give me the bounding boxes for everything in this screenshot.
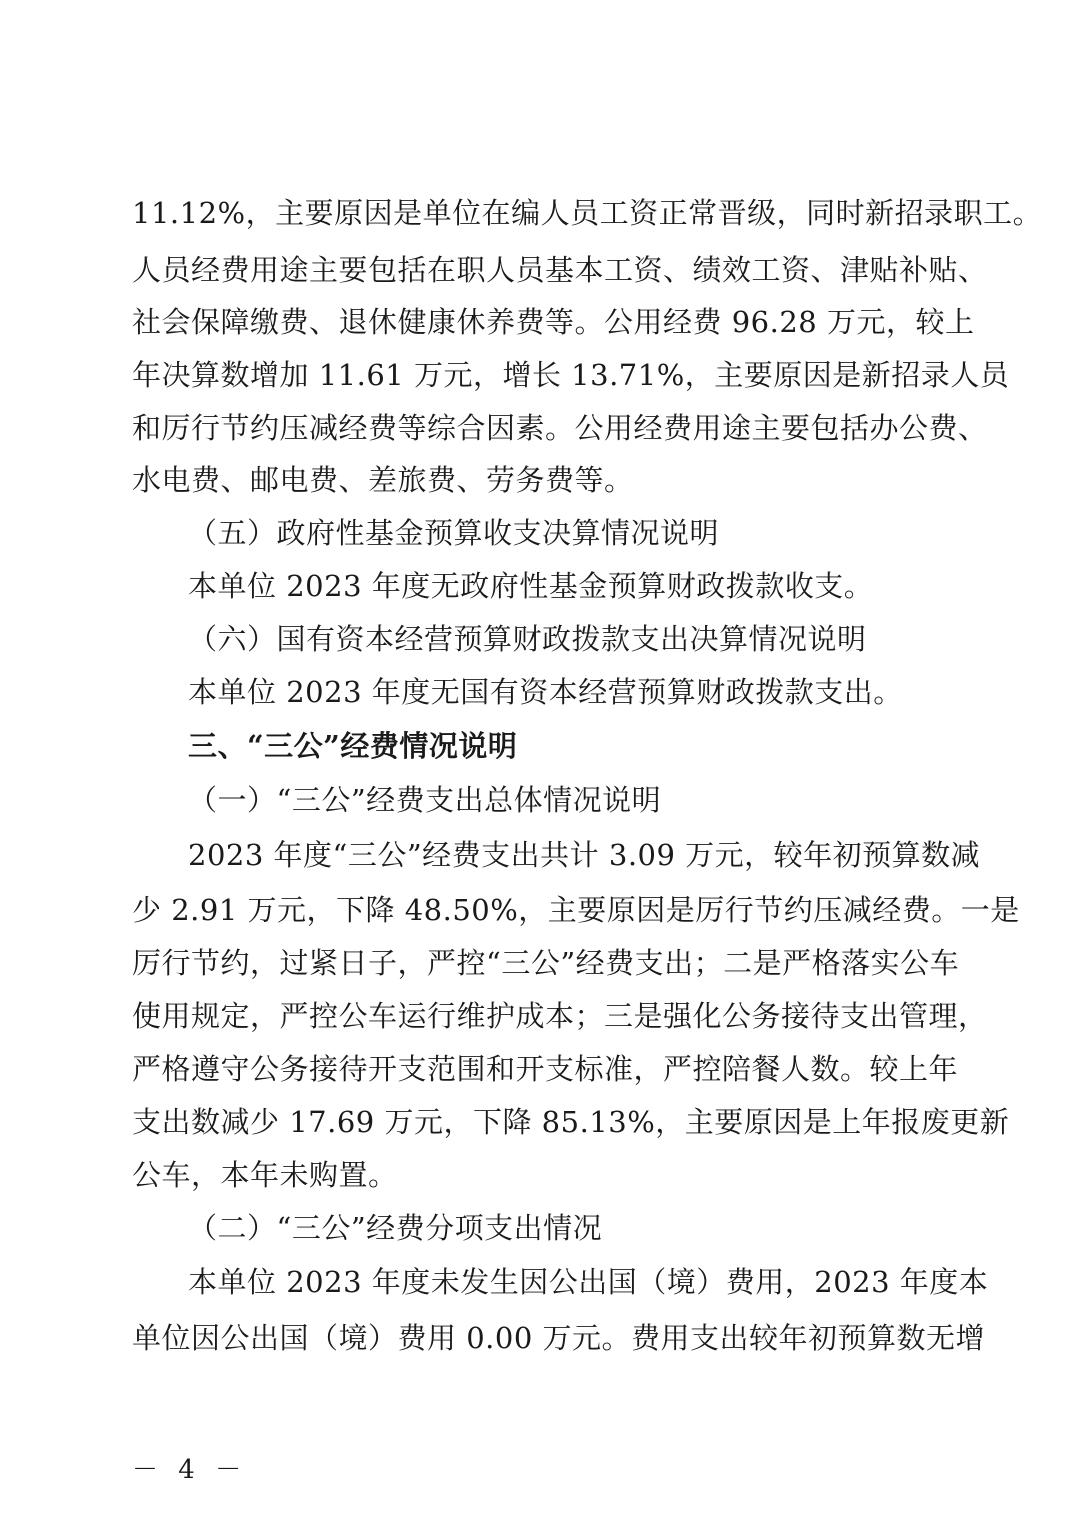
body-text-line: 2023 年度“三公”经费支出共计 3.09 万元，较年初预算数减: [188, 838, 981, 872]
section-subheading: （六）国有资本经营预算财政拨款支出决算情况说明: [188, 622, 867, 656]
section-subheading: （一）“三公”经费支出总体情况说明: [188, 783, 662, 817]
body-text-line: 本单位 2023 年度未发生因公出国（境）费用，2023 年度本: [188, 1265, 989, 1299]
body-text-line: 本单位 2023 年度无国有资本经营预算财政拨款支出。: [188, 675, 903, 709]
section-subheading: （五）政府性基金预算收支决算情况说明: [188, 516, 720, 550]
body-text-line: 水电费、邮电费、差旅费、劳务费等。: [132, 463, 634, 497]
body-text-line: 少 2.91 万元，下降 48.50%，主要原因是厉行节约压减经费。一是: [132, 893, 1020, 927]
body-text-line: 年决算数增加 11.61 万元，增长 13.71%，主要原因是新招录人员: [132, 358, 1010, 392]
page-number: － 4 －: [132, 1455, 248, 1485]
section-subheading: （二）“三公”经费分项支出情况: [188, 1211, 603, 1245]
body-text-line: 公车，本年未购置。: [132, 1158, 398, 1192]
body-text-line: 单位因公出国（境）费用 0.00 万元。费用支出较年初预算数无增: [132, 1321, 986, 1355]
section-heading: 三、“三公”经费情况说明: [188, 729, 518, 763]
body-text-line: 厉行节约，过紧日子，严控“三公”经费支出；二是严格落实公车: [132, 946, 960, 980]
body-text-line: 和厉行节约压减经费等综合因素。公用经费用途主要包括办公费、: [132, 411, 988, 445]
body-text-line: 严格遵守公务接待开支范围和开支标准，严控陪餐人数。较上年: [132, 1052, 959, 1086]
body-text-line: 社会保障缴费、退休健康休养费等。公用经费 96.28 万元，较上: [132, 305, 975, 339]
body-text-line: 11.12%，主要原因是单位在编人员工资正常晋级，同时新招录职工。: [132, 196, 1043, 230]
body-text-line: 支出数减少 17.69 万元，下降 85.13%，主要原因是上年报废更新: [132, 1105, 1010, 1139]
body-text-line: 人员经费用途主要包括在职人员基本工资、绩效工资、津贴补贴、: [132, 253, 988, 287]
body-text-line: 使用规定，严控公车运行维护成本；三是强化公务接待支出管理，: [132, 999, 988, 1033]
body-text-line: 本单位 2023 年度无政府性基金预算财政拨款收支。: [188, 569, 874, 603]
